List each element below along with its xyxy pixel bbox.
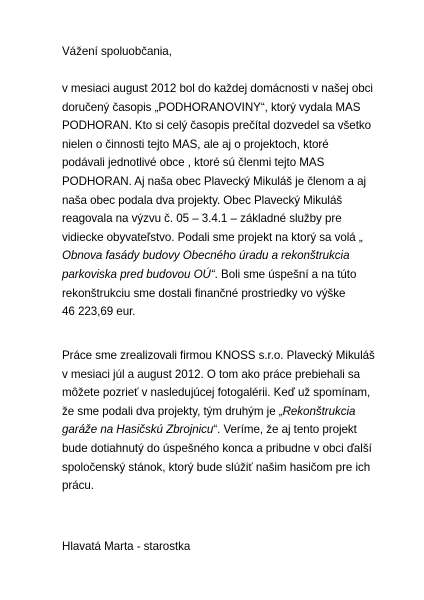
italic-text-segment: Obnova fasády budovy Obecného úradu a rekonštrukcia [62, 249, 350, 263]
paragraph-2 [62, 347, 412, 496]
text-line [62, 80, 412, 99]
text-segment: v mesiaci júl a august 2012. O tom ako práce prebiehali sa [62, 367, 361, 381]
text-segment: v mesiaci august 2012 bol do každej domácnosti v našej obci [62, 82, 373, 95]
text-line [62, 421, 412, 440]
text-line [62, 247, 412, 266]
text-line [62, 459, 412, 478]
text-segment: PODHORAN. Aj naša obec Plavecký Mikuláš je členom a aj [62, 174, 367, 188]
text-line [62, 173, 412, 192]
text-line [62, 347, 412, 366]
text-segment: Práce sme zrealizovali firmou KNOSS s.r.o. Plavecký Mikuláš [62, 349, 375, 362]
text-line [62, 136, 412, 155]
italic-text-segment: Rekonštrukcia [282, 404, 356, 418]
letter-signature [62, 538, 412, 557]
text-segment: vidiecke obyvateľstvo. Podali sme projekt na ktorý sa volá „ [62, 230, 363, 244]
text-line [62, 285, 412, 304]
text-line [62, 192, 412, 211]
text-segment: naša obec podala dva projekty. Obec Plavecký Mikuláš [62, 193, 343, 207]
text-segment: doručený časopis „PODHORANOVINY“, ktorý vydala MAS [62, 100, 361, 114]
italic-text-segment: garáže na Hasičskú Zbrojnicu [62, 423, 214, 437]
text-segment: rekonštrukciu sme dostali finančné prostriedky vo výške [62, 286, 346, 300]
text-line [62, 117, 412, 136]
text-line [62, 154, 412, 173]
text-segment: PODHORAN. Kto si celý časopis prečítal dozvedel sa všetko [62, 119, 372, 133]
greeting-line: Vážení spoluobčania, [62, 45, 172, 58]
text-segment: môžete pozrieť v nasledujúcej fotogalérii. Keď už spomínam, [62, 386, 371, 400]
text-line [62, 366, 412, 385]
text-line [62, 210, 412, 229]
text-segment: bude dotiahnutý do úspešného konca a pribudne v obci ďalší [62, 441, 372, 455]
text-segment: 46 223,69 eur. [62, 305, 136, 319]
text-line [62, 440, 412, 459]
letter-greeting [62, 43, 412, 62]
text-segment: nielen o činnosti tejto MAS, ale aj o projektoch, ktoré [62, 137, 329, 151]
paragraph-1 [62, 80, 412, 322]
text-segment: že sme podali dva projekty, tým druhým je „ [62, 404, 283, 418]
text-segment: reagovala na výzvu č. 05 – 3.4.1 – základné služby pre [62, 212, 342, 226]
text-segment: podávali jednotlivé obce , ktoré sú členmi tejto MAS [62, 156, 325, 170]
text-line [62, 477, 412, 496]
italic-text-segment: parkoviska pred budovou OÚ“ [62, 267, 215, 281]
text-segment: “. Veríme, že aj tento projekt [213, 423, 357, 437]
text-line [62, 403, 412, 422]
signature-line: Hlavatá Marta - starostka [62, 540, 191, 553]
text-line [62, 266, 412, 285]
text-line [62, 303, 412, 322]
text-segment: . Boli sme úspešní a na túto [214, 267, 357, 281]
text-segment: spoločenský stánok, ktorý bude slúžiť našim hasičom pre ich [62, 460, 371, 474]
text-segment: prácu. [62, 479, 94, 493]
text-line [62, 229, 412, 248]
text-line [62, 384, 412, 403]
text-line [62, 99, 412, 118]
